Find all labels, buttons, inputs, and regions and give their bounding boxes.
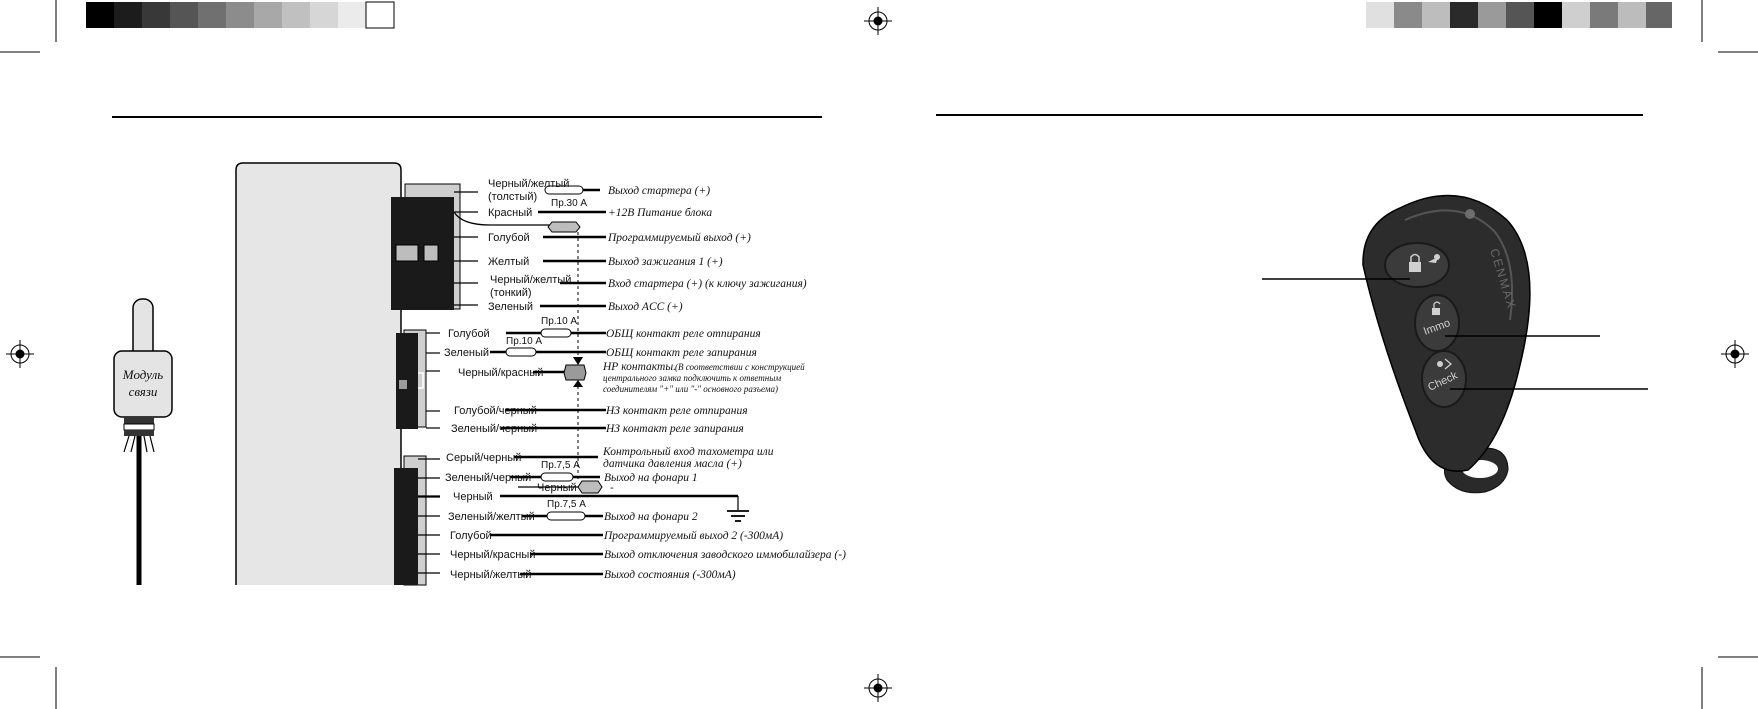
lock-button xyxy=(1385,243,1449,287)
wire-function: ОБЩ контакт реле отпирания xyxy=(606,328,761,340)
wire-function: Контрольный вход тахометра или xyxy=(603,446,774,458)
immo-button xyxy=(1415,295,1459,351)
ground-symbol xyxy=(727,511,749,521)
wire-color-label: Голубой/черный xyxy=(454,405,537,417)
wire-color-label: Черный/красный xyxy=(458,367,544,379)
immo-button-label: Immo xyxy=(1421,317,1452,338)
wire-function: ОБЩ контакт реле запирания xyxy=(606,347,757,359)
wire-color-label: Черный/желтый xyxy=(490,274,572,286)
connector-3 xyxy=(394,456,440,585)
wire-color-label: Зеленый xyxy=(488,301,534,313)
wire-color-label: Зеленый/черный xyxy=(445,472,532,484)
registration-mark-right xyxy=(1721,340,1749,368)
wire-function: Выход на фонари 2 xyxy=(604,511,698,523)
wire-color-labels xyxy=(444,178,614,581)
wire-note: (В соответствии с конструкцией xyxy=(675,362,805,372)
check-button xyxy=(1422,351,1466,407)
color-bar-left xyxy=(86,2,394,28)
wire-function: Вход стартера (+) (к ключу зажигания) xyxy=(608,278,807,290)
module-label-line2: связи xyxy=(128,384,158,399)
main-unit-body xyxy=(236,163,401,585)
fuse-label-75a-2: Пр.7,5 А xyxy=(547,499,586,510)
wire-function-labels xyxy=(602,185,846,581)
communication-module xyxy=(114,299,172,585)
wire-function: Программируемый выход (+) xyxy=(608,232,751,244)
wire-color-label: Зеленый/желтый xyxy=(448,511,535,523)
wire-function: Выход стартера (+) xyxy=(608,185,711,197)
color-bar-right xyxy=(1366,2,1672,28)
wire-color-label: Черный/красный xyxy=(450,549,536,561)
module-label-line1: Модуль xyxy=(122,367,164,382)
registration-mark-top xyxy=(864,7,892,35)
wire-color-label: Зеленый/черный xyxy=(451,423,538,435)
wire-color-label-note: (толстый) xyxy=(488,191,538,203)
arrow-1 xyxy=(573,357,583,365)
registration-mark-left xyxy=(6,340,34,368)
wire-color-label: Зеленый xyxy=(444,347,490,359)
wire-color-label: Красный xyxy=(488,207,533,219)
wire-function: Выход зажигания 1 (+) xyxy=(608,256,723,268)
fuse-label-10a-1: Пр.10 А xyxy=(541,316,578,327)
wire-color-label: Голубой xyxy=(448,328,490,340)
wire-function: НЗ контакт реле запирания xyxy=(606,423,744,435)
wire-color-label: Серый/черный xyxy=(446,452,522,464)
wire-sub-sign: - xyxy=(610,482,614,494)
key-fob xyxy=(1363,196,1530,493)
wire-sub-label: Черный xyxy=(537,482,577,494)
wire-function-cont: датчика давления масла (+) xyxy=(603,458,742,470)
connector-2 xyxy=(396,330,440,429)
wire-function: Программируемый выход 2 (-300мА) xyxy=(604,530,784,542)
registration-mark-bottom xyxy=(864,674,892,702)
wire-color-label: Черный/желтый xyxy=(450,569,532,581)
check-button-label: Check xyxy=(1426,369,1460,394)
wire-color-label: Черный xyxy=(453,491,493,503)
wire-function: Выход ACC (+) xyxy=(608,301,683,313)
fuse-label-10a-2: Пр.10 А xyxy=(506,336,543,347)
wire-color-label-note: (тонкий) xyxy=(490,287,532,299)
wire-function: Выход на фонари 1 xyxy=(604,472,698,484)
wire-note: соединителям "+" или "-" основного разъема) xyxy=(603,384,778,394)
wire-function: НЗ контакт реле отпирания xyxy=(606,405,748,417)
wire-color-label: Голубой xyxy=(450,530,492,542)
fob-brand: CENMAX xyxy=(1487,246,1520,312)
wire-function: НР контакты. xyxy=(603,361,676,373)
arrow-2 xyxy=(573,380,583,387)
wire-function: +12В Питание блока xyxy=(608,207,713,219)
connector-1 xyxy=(391,184,478,310)
fuse-label-30a: Пр.30 А xyxy=(551,198,588,209)
wire-function: Выход состояния (-300мА) xyxy=(604,569,736,581)
wire-color-label: Черный/желтый xyxy=(488,178,570,190)
wire-color-label: Желтый xyxy=(488,256,530,268)
wire-function: Выход отключения заводского иммобилайзера (-) xyxy=(604,549,846,561)
wire-color-label: Голубой xyxy=(488,232,530,244)
fuse-label-75a-1: Пр.7,5 А xyxy=(541,460,580,471)
wire-note: центрального замка подключить к ответным xyxy=(603,373,782,383)
